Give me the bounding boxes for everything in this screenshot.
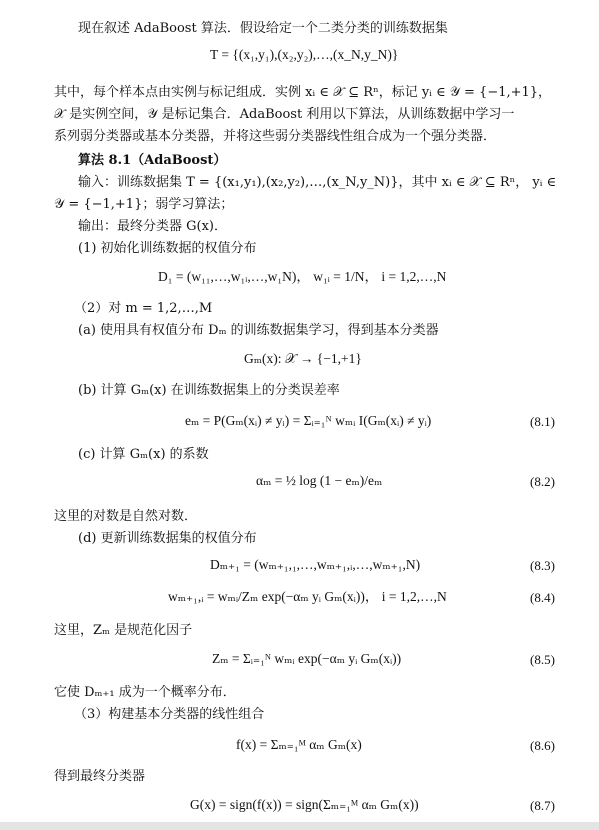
input-line-2: 𝒴 = {−1,+1}；弱学习算法； — [54, 197, 234, 212]
input-line-1: 输入：训练数据集 T = {(x₁,y₁),(x₂,y₂),…,(x_N,y_N)}，其中 xᵢ ∈ 𝒳 ⊆ Rⁿ， yᵢ ∈ — [78, 175, 557, 190]
step-2-heading: （2）对 m = 1,2,…,M — [74, 301, 213, 316]
equation-number-8-6: (8.6) — [530, 738, 555, 753]
step-2b-text: (b) 计算 Gₘ(x) 在训练数据集上的分类误差率 — [78, 383, 340, 398]
intro-paragraph: 现在叙述 AdaBoost 算法．假设给定一个二类分类的训练数据集 — [78, 21, 448, 36]
normalization-equation: Zₘ = Σᵢ₌₁ᴺ wₘᵢ exp(−αₘ yᵢ Gₘ(xᵢ)) — [212, 651, 402, 666]
output-line: 输出：最终分类器 G(x)． — [78, 219, 227, 234]
equation-number-8-7: (8.7) — [530, 798, 555, 813]
error-rate-equation: eₘ = P(Gₘ(xᵢ) ≠ yᵢ) = Σᵢ₌₁ᴺ wₘᵢ I(Gₘ(xᵢ) ≠ yᵢ) — [185, 413, 432, 428]
linear-combination-equation: f(x) = Σₘ₌₁ᴹ αₘ Gₘ(x) — [236, 737, 362, 752]
classifier-equation: Gₘ(x): 𝒳 → {−1,+1} — [244, 351, 362, 366]
final-classifier-text: 得到最终分类器 — [54, 769, 146, 784]
step-1-heading: (1) 初始化训练数据的权值分布 — [78, 241, 257, 256]
page-bottom-bar — [0, 822, 599, 830]
step-2c-text: (c) 计算 Gₘ(x) 的系数 — [78, 447, 209, 462]
equation-number-8-5: (8.5) — [530, 652, 555, 667]
equation-number-8-1: (8.1) — [530, 414, 555, 429]
equation-number-8-4: (8.4) — [530, 590, 555, 605]
paragraph-line-1: 其中，每个样本点由实例与标记组成．实例 xᵢ ∈ 𝒳 ⊆ Rⁿ，标记 yᵢ ∈ 𝒴 = {−1,+1}， — [54, 85, 552, 100]
final-classifier-equation: G(x) = sign(f(x)) = sign(Σₘ₌₁ᴹ αₘ Gₘ(x)) — [190, 797, 419, 812]
probability-note: 它使 Dₘ₊₁ 成为一个概率分布． — [54, 685, 236, 700]
weight-update-equation: wₘ₊₁,ᵢ = wₘᵢ/Zₘ exp(−αₘ yᵢ Gₘ(xᵢ))， i = 1,2,…,N — [168, 589, 447, 604]
natural-log-note: 这里的对数是自然对数． — [54, 509, 198, 524]
training-set-equation: T = {(x₁,y₁),(x₂,y₂),…,(x_N,y_N)} — [210, 47, 399, 62]
algorithm-title: 算法 8.1（AdaBoost） — [78, 153, 227, 168]
equation-number-8-2: (8.2) — [530, 474, 555, 489]
equation-number-8-3: (8.3) — [530, 558, 555, 573]
initial-weights-equation: D₁ = (w₁₁,…,w₁ᵢ,…,w₁N)， w₁ᵢ = 1/N， i = 1,2,…,N — [158, 269, 447, 284]
paragraph-line-3: 系列弱分类器或基本分类器，并将这些弱分类器线性组合成为一个强分类器． — [54, 129, 497, 144]
paragraph-line-2: 𝒳 是实例空间，𝒴 是标记集合．AdaBoost 利用以下算法，从训练数据中学习一 — [54, 107, 515, 122]
weight-distribution-equation: Dₘ₊₁ = (wₘ₊₁,₁,…,wₘ₊₁,ᵢ,…,wₘ₊₁,N) — [210, 557, 421, 572]
step-2a-text: (a) 使用具有权值分布 Dₘ 的训练数据集学习，得到基本分类器 — [78, 323, 439, 338]
alpha-equation: αₘ = ½ log (1 − eₘ)/eₘ — [256, 473, 383, 488]
step-2d-text: (d) 更新训练数据集的权值分布 — [78, 531, 257, 546]
normalization-factor-note: 这里，Zₘ 是规范化因子 — [54, 623, 193, 638]
step-3-heading: （3）构建基本分类器的线性组合 — [74, 707, 265, 722]
